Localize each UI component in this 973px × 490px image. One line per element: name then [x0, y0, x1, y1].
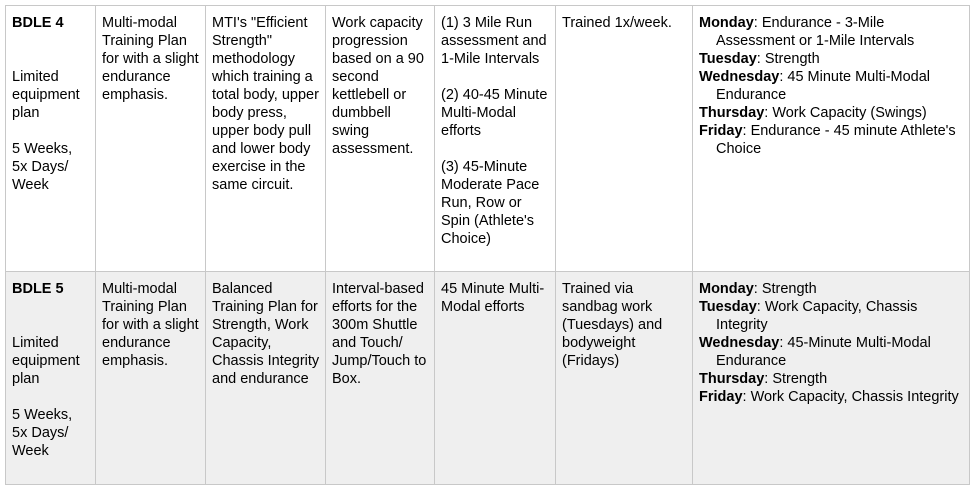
day-activity: : Endurance - 45 minute Athlete's Choice — [716, 123, 956, 157]
equipment-text: Limited equipment plan — [12, 69, 80, 121]
plan-cell — [6, 272, 96, 485]
schedule-day — [699, 280, 964, 298]
day-name: Friday — [699, 123, 743, 139]
day-name: Tuesday — [699, 299, 757, 315]
day-activity: : Work Capacity, Chassis Integrity — [742, 389, 959, 405]
day-name: Tuesday — [699, 51, 757, 67]
day-activity: : Strength — [764, 371, 828, 387]
table-row — [6, 6, 970, 272]
strength-cell: Balanced Training Plan for Strength, Work Capacity, Chassis Integrity and endurance — [206, 272, 326, 485]
duration-text: 5 Weeks, 5x Days/ Week — [12, 141, 73, 193]
schedule-cell — [693, 272, 970, 485]
schedule-day — [699, 298, 964, 334]
schedule-day — [699, 14, 964, 50]
day-activity: : 45 Minute Multi-Modal Endurance — [716, 69, 931, 103]
schedule-day — [699, 50, 964, 68]
plan-name: BDLE 5 — [12, 281, 64, 297]
day-activity: : Work Capacity (Swings) — [764, 105, 927, 121]
focus-cell: Multi-modal Training Plan for with a slight endurance emphasis. — [96, 272, 206, 485]
schedule-day — [699, 104, 964, 122]
day-name: Thursday — [699, 105, 765, 121]
day-name: Monday — [699, 281, 754, 297]
table-row — [6, 272, 970, 485]
focus-cell: Multi-modal Training Plan for with a slight endurance emphasis. — [96, 6, 206, 272]
equipment-text: Limited equipment plan — [12, 335, 80, 387]
schedule-day — [699, 68, 964, 104]
endurance-cell — [435, 6, 556, 272]
day-activity: : Endurance - 3-Mile Assessment or 1-Mile Intervals — [716, 15, 915, 49]
day-name: Thursday — [699, 371, 765, 387]
schedule-day — [699, 334, 964, 370]
endurance-item: (1) 3 Mile Run assessment and 1-Mile Intervals — [441, 15, 547, 67]
duration-text: 5 Weeks, 5x Days/ Week — [12, 407, 73, 459]
day-name: Wednesday — [699, 335, 780, 351]
training-plan-table — [5, 5, 970, 485]
chassis-cell: Trained via sandbag work (Tuesdays) and bodyweight (Fridays) — [556, 272, 693, 485]
schedule-day — [699, 388, 964, 406]
day-activity: : Strength — [753, 281, 817, 297]
day-name: Friday — [699, 389, 743, 405]
endurance-item: (2) 40-45 Minute Multi-Modal efforts — [441, 87, 548, 139]
strength-cell: MTI's "Efficient Strength" methodology which training a total body, upper body press, upper body pull and lower body exercise in the same circuit. — [206, 6, 326, 272]
plan-name: BDLE 4 — [12, 15, 64, 31]
endurance-cell — [435, 272, 556, 485]
schedule-cell — [693, 6, 970, 272]
endurance-item: (3) 45-Minute Moderate Pace Run, Row or Spin (Athlete's Choice) — [441, 159, 540, 247]
schedule-day — [699, 122, 964, 158]
work-capacity-cell: Interval-based efforts for the 300m Shuttle and Touch/ Jump/Touch to Box. — [326, 272, 435, 485]
endurance-item: 45 Minute Multi-Modal efforts — [441, 281, 545, 315]
day-activity: : Work Capacity, Chassis Integrity — [716, 299, 918, 333]
day-name: Wednesday — [699, 69, 780, 85]
day-activity: : 45-Minute Multi-Modal Endurance — [716, 335, 931, 369]
day-activity: : Strength — [756, 51, 820, 67]
day-name: Monday — [699, 15, 754, 31]
plan-cell — [6, 6, 96, 272]
chassis-cell: Trained 1x/week. — [556, 6, 693, 272]
work-capacity-cell: Work capacity progression based on a 90 second kettlebell or dumbbell swing assessment. — [326, 6, 435, 272]
schedule-day — [699, 370, 964, 388]
